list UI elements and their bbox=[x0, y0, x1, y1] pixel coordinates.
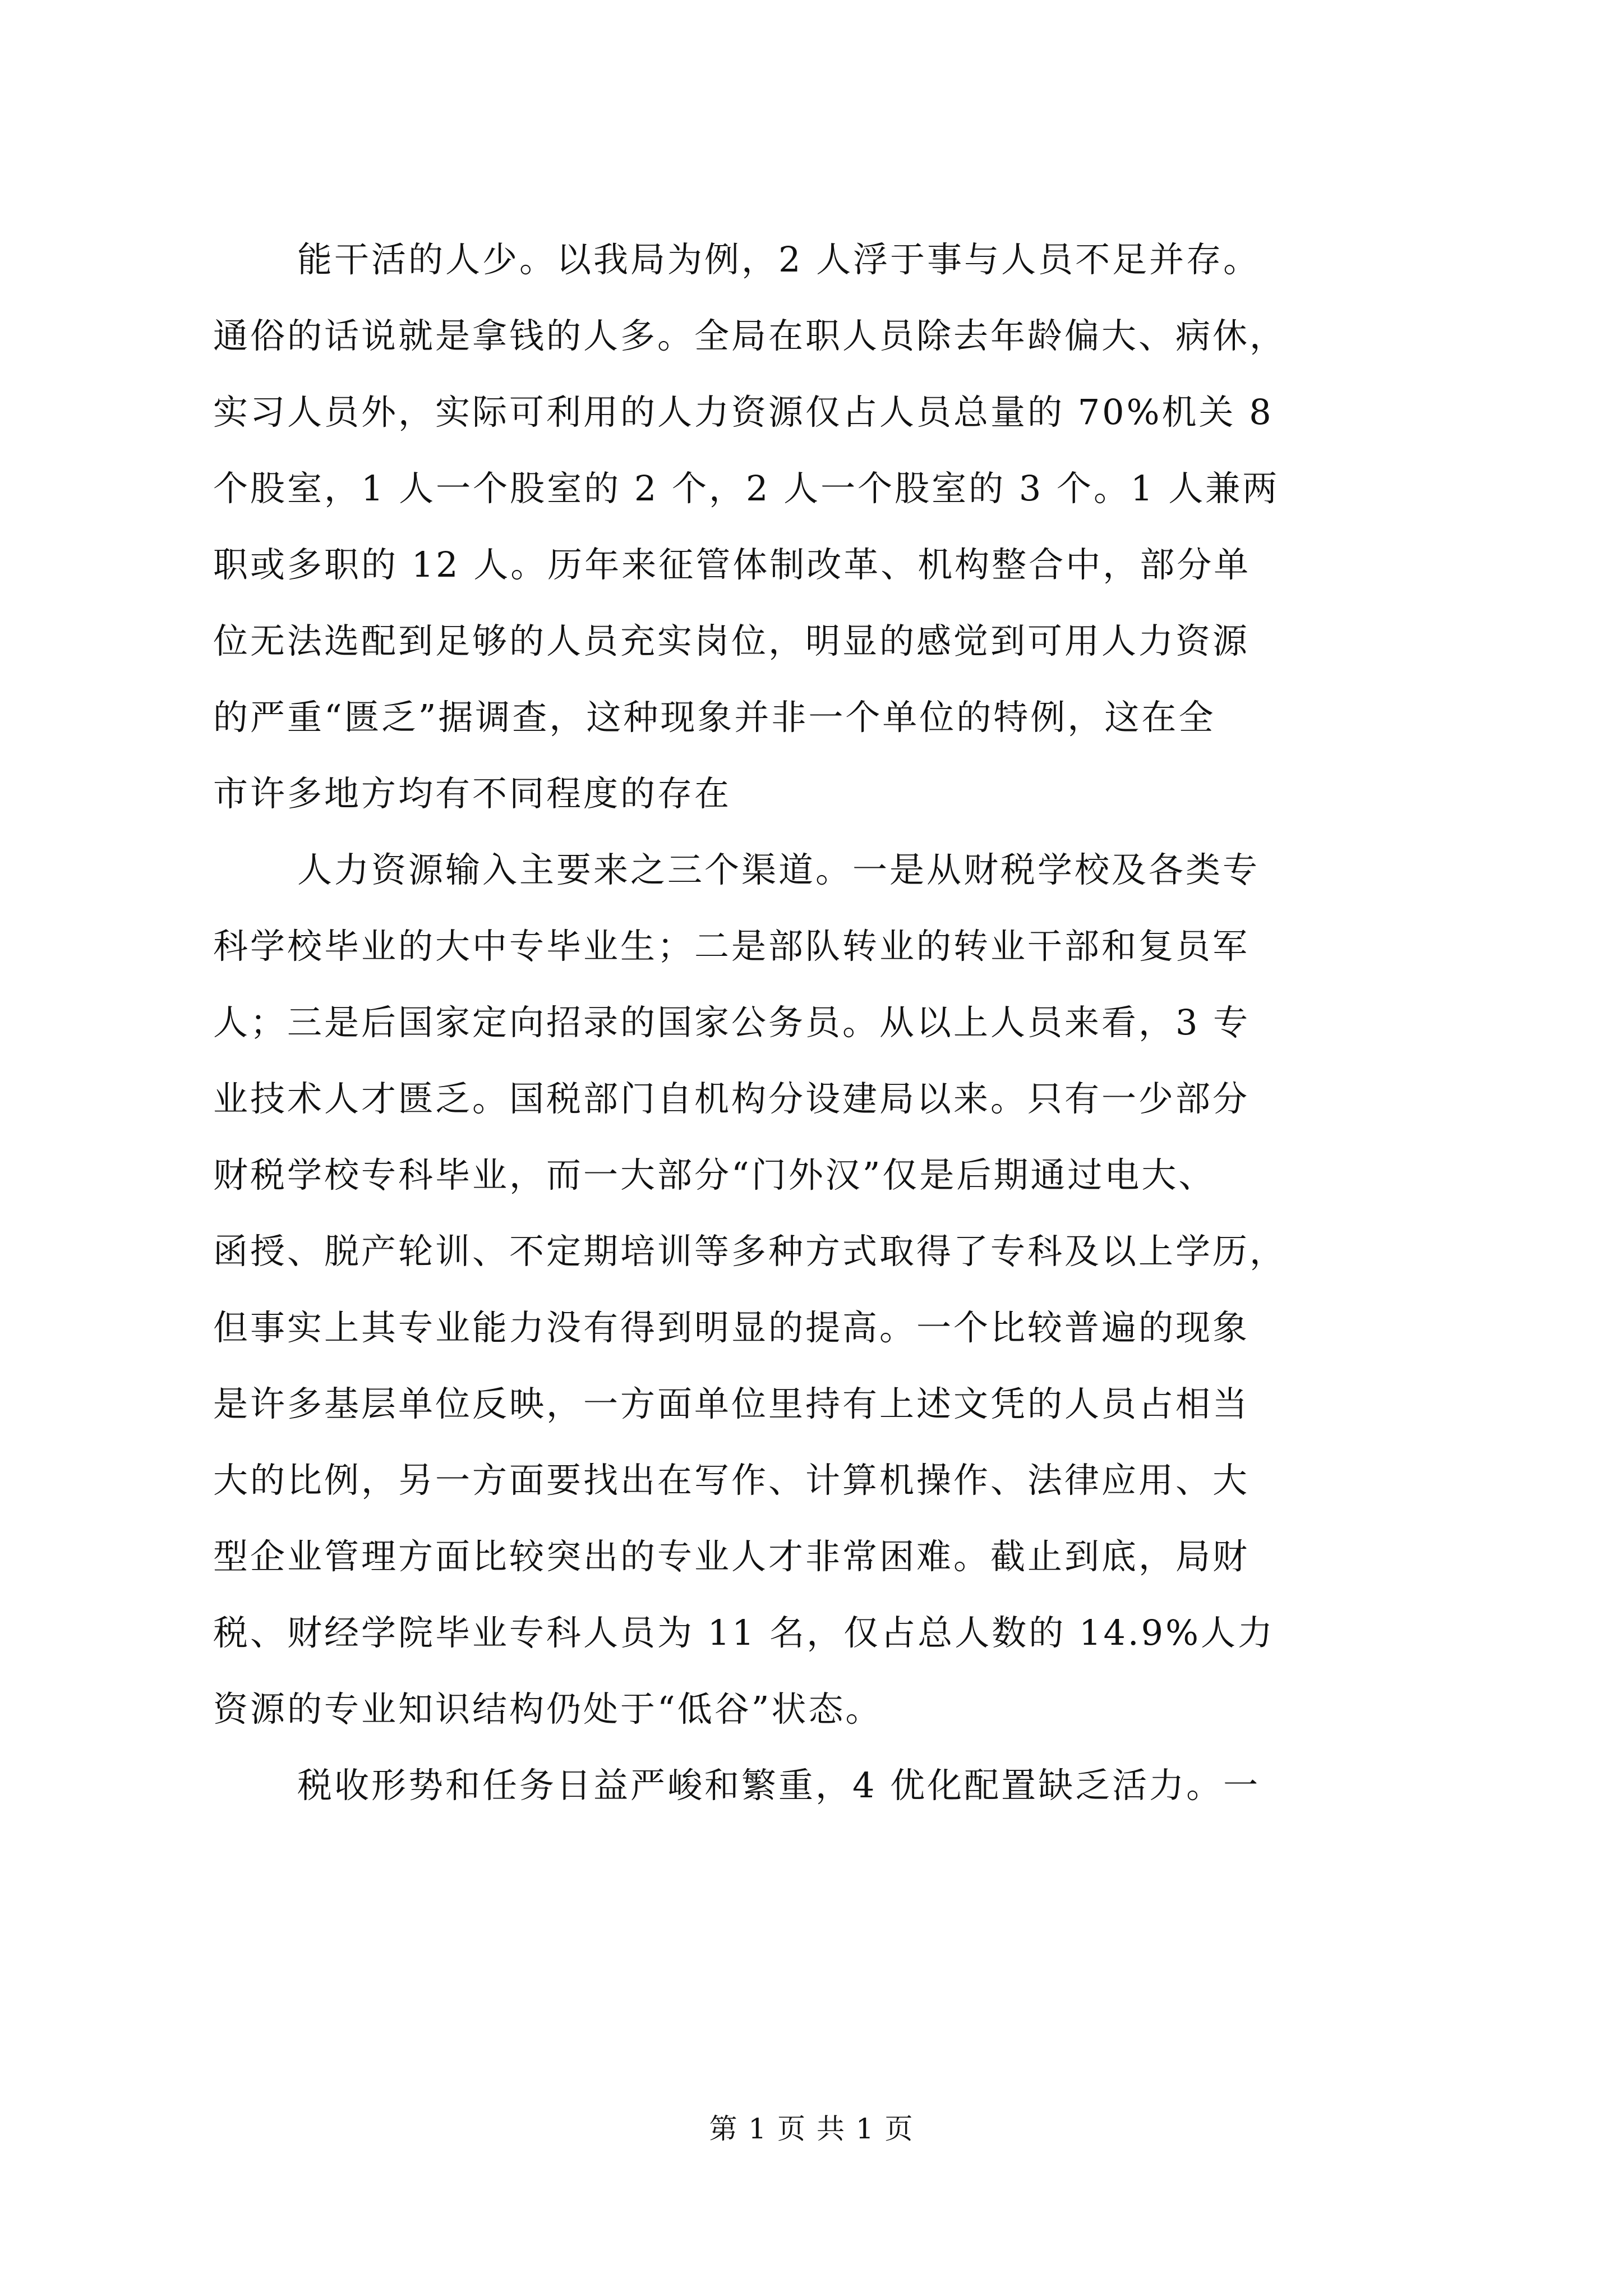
text-line: 市许多地方均有不同程度的存在 bbox=[213, 773, 732, 814]
text-line: 财税学校专科毕业，而一大部分“门外汉”仅是后期通过电大、 bbox=[213, 1154, 1216, 1195]
document-body bbox=[213, 222, 1424, 1824]
text-line: 人力资源输入主要来之三个渠道。一是从财税学校及各类专 bbox=[297, 849, 1260, 890]
text-line: 的严重“匮乏”据调查，这种现象并非一个单位的特例，这在全 bbox=[213, 697, 1216, 738]
text-line: 大的比例，另一方面要找出在写作、计算机操作、法律应用、大 bbox=[213, 1460, 1250, 1501]
paragraph-3 bbox=[213, 1747, 1424, 1824]
text-line: 型企业管理方面比较突出的专业人才非常困难。截止到底，局财 bbox=[213, 1536, 1250, 1577]
text-line: 位无法选配到足够的人员充实岗位，明显的感觉到可用人力资源 bbox=[213, 620, 1250, 661]
text-line: 函授、脱产轮训、不定期培训等多种方式取得了专科及以上学历， bbox=[213, 1231, 1287, 1272]
text-line: 资源的专业知识结构仍处于“低谷”状态。 bbox=[213, 1688, 883, 1729]
text-line: 科学校毕业的大中专毕业生；二是部队转业的转业干部和复员军 bbox=[213, 926, 1250, 967]
paragraph-1 bbox=[213, 222, 1424, 832]
paragraph-2 bbox=[213, 832, 1424, 1747]
text-line: 能干活的人少。以我局为例，2 人浮于事与人员不足并存。 bbox=[297, 239, 1261, 280]
text-line: 职或多职的 12 人。历年来征管体制改革、机构整合中，部分单 bbox=[213, 544, 1251, 585]
text-line: 实习人员外，实际可利用的人力资源仅占人员总量的 70%机关 8 bbox=[213, 392, 1274, 432]
text-line: 个股室，1 人一个股室的 2 个，2 人一个股室的 3 个。1 人兼两 bbox=[213, 468, 1280, 509]
text-line: 税、财经学院毕业专科人员为 11 名，仅占总人数的 14.9%人力 bbox=[213, 1612, 1275, 1653]
text-line: 人；三是后国家定向招录的国家公务员。从以上人员来看，3 专 bbox=[213, 1002, 1251, 1043]
text-line: 税收形势和任务日益严峻和繁重，4 优化配置缺乏活力。一 bbox=[297, 1765, 1261, 1806]
page-footer bbox=[0, 2106, 1623, 2147]
text-line: 通俗的话说就是拿钱的人多。全局在职人员除去年龄偏大、病休， bbox=[213, 315, 1287, 356]
text-line: 业技术人才匮乏。国税部门自机构分设建局以来。只有一少部分 bbox=[213, 1078, 1250, 1119]
page-number-label: 第 1 页 共 1 页 bbox=[709, 2113, 914, 2145]
text-line: 但事实上其专业能力没有得到明显的提高。一个比较普遍的现象 bbox=[213, 1307, 1250, 1348]
text-line: 是许多基层单位反映，一方面单位里持有上述文凭的人员占相当 bbox=[213, 1383, 1250, 1424]
